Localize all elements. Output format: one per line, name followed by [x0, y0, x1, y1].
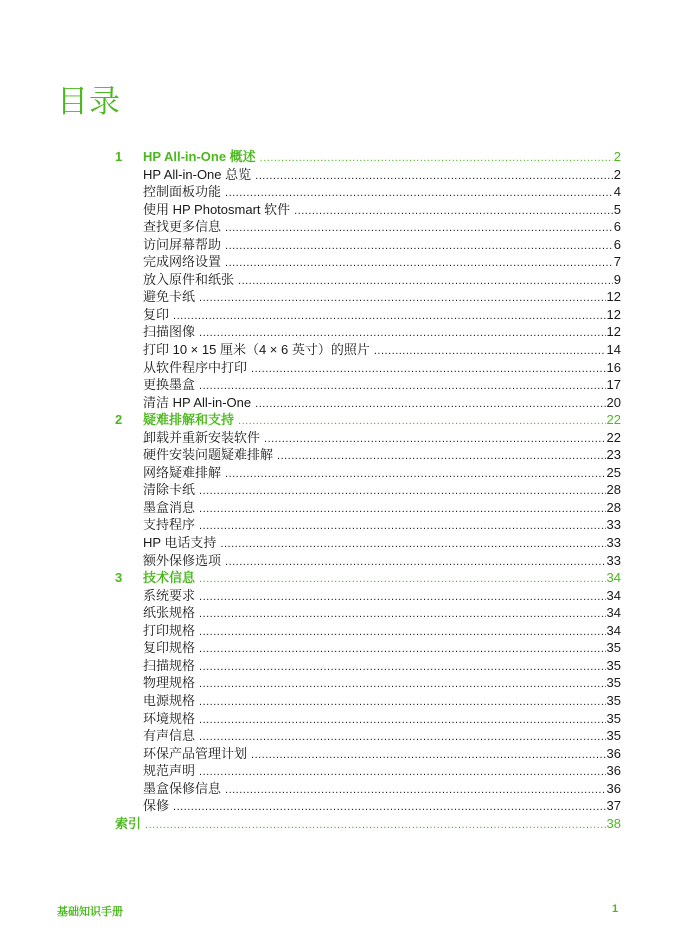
toc-entry[interactable] [115, 253, 621, 271]
toc-entry[interactable] [115, 710, 621, 728]
toc-entry[interactable] [115, 587, 621, 605]
toc-entry-label[interactable]: 放入原件和纸张 [143, 271, 235, 287]
toc-entry-label[interactable]: 扫描图像 [143, 324, 196, 340]
toc-entry-label[interactable]: 打印规格 [143, 622, 196, 638]
toc-page-number[interactable]: 7 [613, 254, 621, 270]
toc-entry-label[interactable]: 纸张规格 [143, 605, 196, 621]
toc-page-number[interactable]: 35 [606, 692, 621, 708]
toc-page-number[interactable]: 33 [606, 552, 621, 568]
toc-entry-label[interactable]: 有声信息 [143, 728, 196, 744]
toc-entry-label[interactable]: 规范声明 [143, 763, 196, 779]
toc-entry-label[interactable]: 查找更多信息 [143, 219, 222, 235]
toc-page-number[interactable]: 14 [606, 342, 621, 358]
toc-page-number[interactable]: 34 [606, 605, 621, 621]
toc-page-number[interactable]: 35 [606, 657, 621, 673]
toc-entry[interactable] [115, 341, 621, 359]
toc-page-number[interactable]: 34 [606, 587, 621, 603]
toc-entry-label[interactable]: 复印规格 [143, 640, 196, 656]
toc-chapter-number: 3 [115, 570, 123, 586]
toc-page-number[interactable]: 2 [613, 166, 621, 182]
toc-page-number[interactable]: 6 [613, 219, 621, 235]
toc-entry-label[interactable]: 电源规格 [143, 692, 196, 708]
toc-entry-label[interactable]: 更换墨盒 [143, 377, 196, 393]
toc-page-number[interactable]: 12 [606, 324, 621, 340]
toc-page-number[interactable]: 25 [606, 464, 621, 480]
toc-page-number[interactable]: 35 [606, 675, 621, 691]
toc-entry-label[interactable]: 系统要求 [143, 587, 196, 603]
toc-dot-leader [145, 817, 606, 835]
toc-entry[interactable] [115, 639, 621, 657]
toc-entry-label[interactable]: 环保产品管理计划 [143, 745, 248, 761]
toc-entry-label[interactable]: 扫描规格 [143, 657, 196, 673]
toc-page-number[interactable]: 17 [606, 377, 621, 393]
toc-chapter-entry[interactable] [115, 411, 621, 429]
toc-chapter-number: 2 [115, 412, 123, 428]
toc-entry-label[interactable]: 避免卡纸 [143, 289, 196, 305]
toc-entry-label[interactable]: 从软件程序中打印 [143, 359, 248, 375]
toc-entry[interactable] [115, 657, 621, 675]
toc-entry[interactable] [115, 516, 621, 534]
toc-entry-label[interactable]: 保修 [143, 798, 170, 814]
toc-entry[interactable] [115, 236, 621, 254]
toc-page-number[interactable]: 33 [606, 517, 621, 533]
toc-page-number[interactable]: 22 [606, 412, 621, 428]
table-of-contents [115, 148, 621, 832]
toc-entry-label[interactable]: 墨盒保修信息 [143, 780, 222, 796]
toc-page-number[interactable]: 4 [613, 184, 621, 200]
toc-entry-label[interactable]: 访问屏幕帮助 [143, 236, 222, 252]
toc-entry[interactable] [115, 218, 621, 236]
toc-page-number[interactable]: 38 [606, 815, 621, 831]
toc-entry-label[interactable]: 索引 [115, 815, 142, 831]
toc-page-number[interactable]: 5 [613, 201, 621, 217]
toc-entry[interactable] [115, 499, 621, 517]
toc-page-number[interactable]: 9 [613, 271, 621, 287]
toc-page-number[interactable]: 35 [606, 728, 621, 744]
toc-chapter-number: 1 [115, 149, 123, 164]
toc-page-number[interactable]: 34 [606, 570, 621, 586]
page-title: 目录 [57, 83, 121, 120]
toc-entry-label[interactable]: HP All-in-One 总览 [143, 166, 252, 182]
toc-entry-label[interactable]: HP All-in-One 概述 [143, 149, 256, 164]
toc-page-number[interactable]: 6 [613, 236, 621, 252]
toc-entry[interactable] [115, 481, 621, 499]
toc-entry-label[interactable]: HP 电话支持 [143, 535, 217, 551]
toc-page-number[interactable]: 28 [606, 482, 621, 498]
toc-entry-label[interactable]: 硬件安装问题疑难排解 [143, 447, 274, 463]
footer-book-title: 基础知识手册 [57, 906, 123, 918]
toc-entry[interactable] [115, 306, 621, 324]
footer-page-number: 1 [612, 903, 619, 915]
toc-entry-label[interactable]: 网络疑难排解 [143, 464, 222, 480]
toc-chapter-entry[interactable] [115, 569, 621, 587]
toc-entry[interactable] [115, 446, 621, 464]
toc-entry-label[interactable]: 使用 HP Photosmart 软件 [143, 201, 291, 217]
toc-entry[interactable] [115, 674, 621, 692]
toc-entry[interactable] [115, 271, 621, 289]
toc-entry[interactable] [115, 394, 621, 412]
toc-page-number[interactable]: 20 [606, 394, 621, 410]
toc-page-number[interactable]: 12 [606, 289, 621, 305]
toc-entry[interactable] [115, 464, 621, 482]
toc-entry-label[interactable]: 疑难排解和支持 [143, 412, 235, 428]
toc-page-number[interactable]: 22 [606, 429, 621, 445]
toc-entry-label[interactable]: 墨盒消息 [143, 499, 196, 515]
toc-entry-label[interactable]: 物理规格 [143, 675, 196, 691]
toc-page-number[interactable]: 36 [606, 745, 621, 761]
toc-page-number[interactable]: 34 [606, 622, 621, 638]
toc-page-number[interactable]: 12 [606, 306, 621, 322]
toc-page-number[interactable]: 16 [606, 359, 621, 375]
toc-entry[interactable] [115, 745, 621, 763]
toc-entry[interactable] [115, 692, 621, 710]
toc-entry[interactable] [115, 604, 621, 622]
toc-entry-label[interactable]: 清洁 HP All-in-One [143, 394, 252, 410]
toc-entry[interactable] [115, 622, 621, 640]
toc-page-number[interactable]: 35 [606, 710, 621, 726]
toc-entry[interactable] [115, 201, 621, 219]
toc-entry-label[interactable]: 技术信息 [143, 570, 196, 586]
toc-entry-label[interactable]: 复印 [143, 306, 170, 322]
toc-entry-label[interactable]: 控制面板功能 [143, 184, 222, 200]
toc-entry-label[interactable]: 环境规格 [143, 710, 196, 726]
toc-page-number[interactable]: 23 [606, 447, 621, 463]
toc-entry[interactable] [115, 359, 621, 377]
toc-entry-label[interactable]: 完成网络设置 [143, 254, 222, 270]
toc-entry[interactable] [115, 797, 621, 815]
toc-entry[interactable] [115, 552, 621, 570]
toc-entry[interactable] [115, 762, 621, 780]
toc-entry[interactable] [115, 166, 621, 184]
toc-chapter-entry[interactable] [115, 148, 621, 166]
toc-entry[interactable] [115, 376, 621, 394]
toc-entry[interactable] [115, 288, 621, 306]
toc-page-number[interactable]: 36 [606, 780, 621, 796]
toc-page-number[interactable]: 35 [606, 640, 621, 656]
toc-entry-label[interactable]: 清除卡纸 [143, 482, 196, 498]
toc-index-entry[interactable] [115, 815, 621, 833]
toc-entry[interactable] [115, 780, 621, 798]
toc-entry[interactable] [115, 429, 621, 447]
toc-page-number[interactable]: 33 [606, 535, 621, 551]
toc-entry[interactable] [115, 727, 621, 745]
toc-entry[interactable] [115, 183, 621, 201]
toc-page-number[interactable]: 2 [613, 149, 621, 164]
toc-entry-label[interactable]: 卸载并重新安装软件 [143, 429, 261, 445]
toc-page-number[interactable]: 37 [606, 798, 621, 814]
toc-entry[interactable] [115, 323, 621, 341]
toc-entry-label[interactable]: 额外保修选项 [143, 552, 222, 568]
toc-page-number[interactable]: 36 [606, 763, 621, 779]
toc-entry[interactable] [115, 534, 621, 552]
toc-entry-label[interactable]: 打印 10 × 15 厘米（4 × 6 英寸）的照片 [143, 342, 370, 358]
toc-entry-label[interactable]: 支持程序 [143, 517, 196, 533]
toc-page-number[interactable]: 28 [606, 499, 621, 515]
